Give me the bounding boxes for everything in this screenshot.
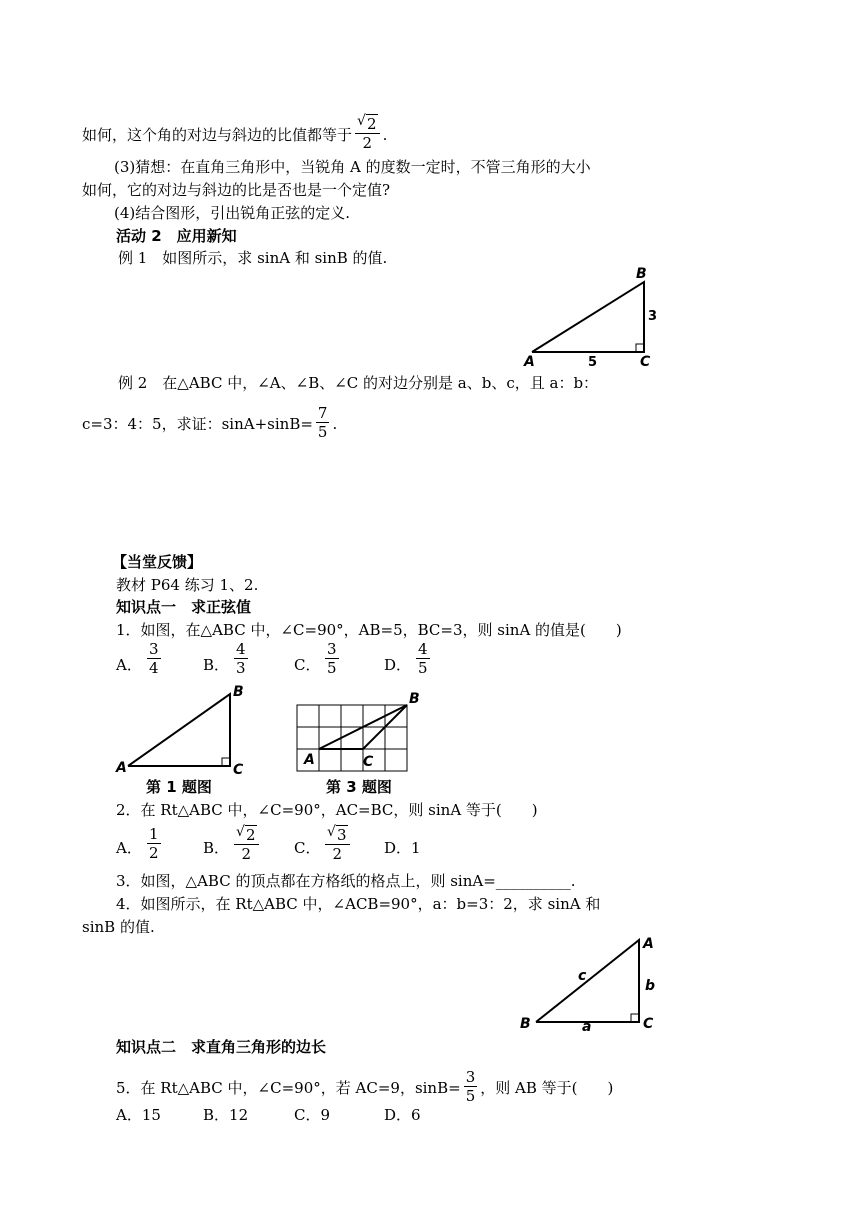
q1-figure-caption: 第 1 题图 [146, 778, 212, 796]
frac-den: 5 [465, 1087, 476, 1105]
q3-figure-caption: 第 3 题图 [326, 778, 392, 796]
frac-den: 2 [362, 134, 373, 152]
frac-num: 2 [367, 115, 377, 133]
option-value: 1 [411, 839, 421, 857]
textbook-exercise: 教材 P64 练习 1、2. [116, 576, 259, 594]
q2-option-c-frac: √ 3 2 [325, 825, 350, 863]
q5-fraction-3-over-5 [464, 1068, 478, 1105]
frac-den: 2 [241, 845, 252, 863]
label-C: C [233, 762, 244, 778]
label-side-a: a [582, 1019, 592, 1032]
q1-option-b [203, 655, 229, 675]
item4: (4)结合图形，引出锐角正弦的定义. [114, 204, 351, 222]
q1-text: 1．如图，在△ABC 中，∠C=90°，AB=5，BC=3，则 sinA 的值是( ) [116, 621, 622, 639]
label-B: B [636, 266, 647, 282]
activity2-title: 活动 2 应用新知 [116, 227, 237, 245]
option-label: B． [203, 839, 230, 857]
option-label: B． [203, 656, 230, 674]
kp1-title: 知识点一 求正弦值 [116, 598, 252, 616]
label-C: C [363, 754, 374, 770]
frac-num: 4 [236, 640, 246, 658]
q4-line1: 4．如图所示，在 Rt△ABC 中，∠ACB=90°，a：b=3：2，求 sinA 和 [116, 895, 601, 913]
frac-num: 2 [246, 826, 256, 844]
option-label: A． [116, 839, 142, 857]
intro-line1-text: 如何，这个角的对边与斜边的比值都等于 [82, 126, 353, 144]
frac-den: 4 [149, 659, 159, 677]
option-label: C． [294, 656, 321, 674]
q4-triangle-figure [516, 932, 662, 1032]
label-A: A [116, 760, 127, 776]
q3-grid-figure [290, 688, 430, 778]
example2-line2-text: c=3：4：5，求证：sinA+sinB= [82, 415, 313, 433]
q5-option-a: A．15 [116, 1106, 161, 1124]
example2-line1: 例 2 在△ABC 中，∠A、∠B、∠C 的对边分别是 a、b、c，且 a：b： [118, 374, 599, 392]
option-label: A． [116, 656, 142, 674]
frac-den: 2 [149, 844, 159, 862]
period: . [332, 415, 338, 433]
q2-option-d [384, 838, 421, 858]
q5-option-d: D．6 [384, 1106, 421, 1124]
label-B: B [520, 1016, 531, 1032]
label-B: B [409, 691, 420, 707]
label-side-3: 3 [648, 309, 658, 324]
frac-num: 4 [418, 640, 428, 658]
item3-line2: 如何，它的对边与斜边的比是否也是一个定值? [82, 181, 391, 199]
label-B: B [233, 684, 244, 700]
fraction-sqrt2-over-2: √ 2 2 [355, 114, 380, 152]
q1-option-b-frac [234, 640, 248, 677]
q1-option-d-frac [416, 640, 430, 677]
frac-den: 5 [317, 423, 328, 441]
frac-num: 3 [465, 1068, 476, 1086]
q5-text [116, 1068, 613, 1105]
frac-num: 3 [327, 640, 337, 658]
example2-line2 [82, 404, 337, 441]
q2-option-a-frac [147, 825, 161, 862]
q2-option-b [203, 838, 229, 858]
label-C: C [640, 354, 651, 370]
label-A: A [524, 354, 535, 370]
option-label: D． [384, 839, 412, 857]
option-label: D． [384, 656, 412, 674]
q5-post: ，则 AB 等于( ) [480, 1079, 614, 1097]
frac-den: 2 [332, 845, 343, 863]
label-side-b: b [645, 978, 656, 994]
q1-option-c [294, 655, 320, 675]
q1-triangle-figure [112, 682, 252, 782]
example1: 例 1 如图所示，求 sinA 和 sinB 的值. [118, 249, 388, 267]
intro-line1 [82, 114, 387, 152]
example1-triangle-figure [520, 262, 660, 372]
frac-num: 3 [337, 826, 347, 844]
q1-option-a-frac [147, 640, 161, 677]
option-label: C． [294, 839, 321, 857]
frac-den: 5 [418, 659, 428, 677]
frac-num: 3 [149, 640, 159, 658]
q5-option-b: B．12 [203, 1106, 249, 1124]
label-C: C [643, 1016, 654, 1032]
frac-den: 5 [327, 659, 337, 677]
fraction-7-over-5 [316, 404, 330, 441]
q1-option-c-frac [325, 640, 339, 677]
label-side-5: 5 [588, 355, 598, 370]
q2-option-b-frac: √ 2 2 [234, 825, 259, 863]
kp2-title: 知识点二 求直角三角形的边长 [116, 1038, 327, 1056]
frac-den: 3 [236, 659, 246, 677]
label-A: A [643, 936, 654, 952]
label-A: A [304, 752, 315, 768]
period: . [382, 126, 388, 144]
q2-option-c [294, 838, 320, 858]
q5-option-c: C．9 [294, 1106, 331, 1124]
item3-line1: (3)猜想：在直角三角形中，当锐角 A 的度数一定时，不管三角形的大小 [114, 158, 591, 176]
label-side-c: c [578, 968, 587, 984]
frac-num: 7 [317, 404, 328, 422]
q3-text: 3．如图，△ABC 的顶点都在方格纸的格点上，则 sinA=__________. [116, 872, 576, 890]
q2-option-a [116, 838, 142, 858]
q4-line2: sinB 的值. [82, 918, 155, 936]
q1-option-a [116, 655, 142, 675]
feedback-title: 【当堂反馈】 [112, 553, 203, 571]
q2-text: 2．在 Rt△ABC 中，∠C=90°，AC=BC，则 sinA 等于( ) [116, 801, 538, 819]
q5-pre: 5．在 Rt△ABC 中，∠C=90°，若 AC=9，sinB= [116, 1079, 461, 1097]
frac-num: 1 [149, 825, 159, 843]
q1-option-d [384, 655, 411, 675]
